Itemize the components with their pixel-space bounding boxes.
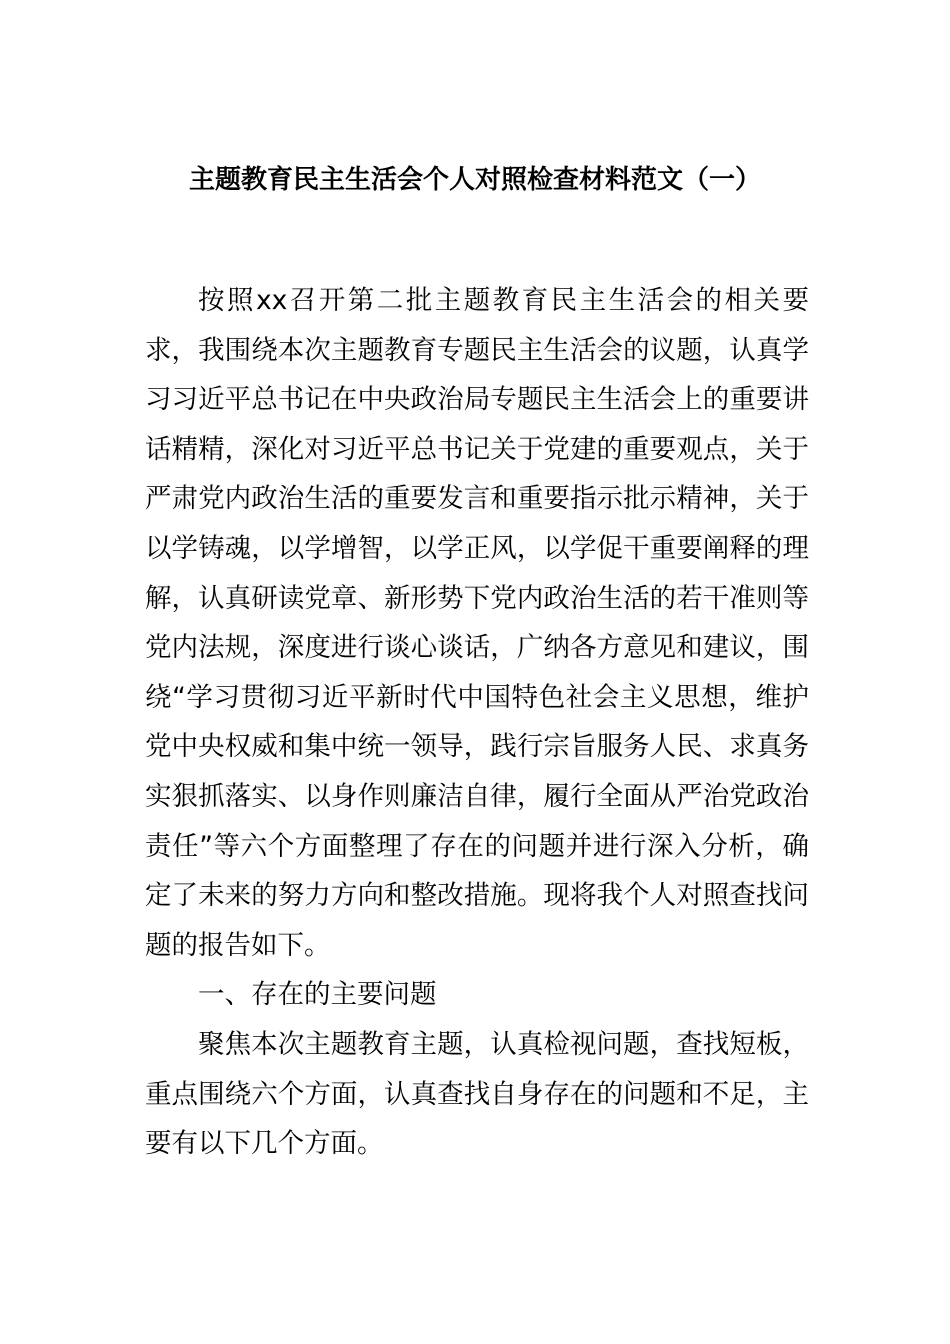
paragraph-intro: 按照xx召开第二批主题教育民主生活会的相关要求，我围绕本次主题教育专题民主生活会的议题，认真学习习近平总书记在中央政治局专题民主生活会上的重要讲话精精，深化对习近平总书记关于党建的重要观点，关于严肃党内政治生活的重要发言和重要指示批示精神，关于以学铸魂，以学增智，以学正风，以学促干重要阐释的理解，认真研读党章、新形势下党内政治生活的若干准则等党内法规，深度进行谈心谈话，广纳各方意见和建议，围绕“学习贯彻习近平新时代中国特色社会主义思想，维护党中央权威和集中统一领导，践行宗旨服务人民、求真务实狠抓落实、以身作则廉洁自律，履行全面从严治党政治责任”等六个方面整理了存在的问题并进行深入分析，确定了未来的努力方向和整改措施。现将我个人对照查找问题的报告如下。 xyxy=(145,285,809,961)
paragraph-focus: 聚焦本次主题教育主题，认真检视问题，查找短板，重点围绕六个方面，认真查找自身存在的问题和不足，主要有以下几个方面。 xyxy=(145,1028,809,1160)
document-title: 主题教育民主生活会个人对照检查材料范文（一） xyxy=(188,165,761,195)
section-heading: 一、存在的主要问题 xyxy=(198,979,437,1011)
document-body xyxy=(145,276,809,1169)
